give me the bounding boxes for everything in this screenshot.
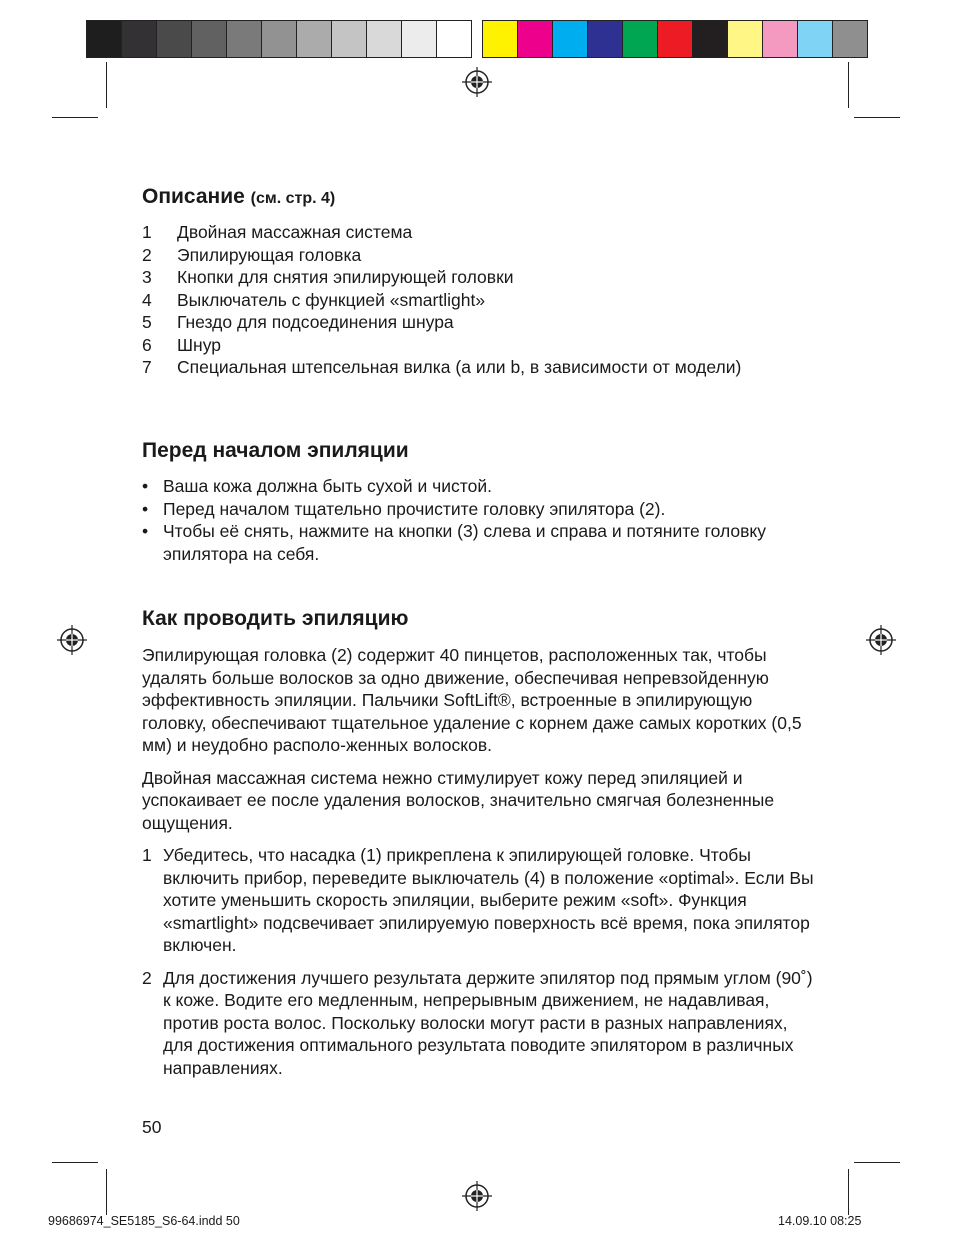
color-swatch xyxy=(366,20,402,58)
list-item: • Перед началом тщательно прочистите головку эпилятора (2). xyxy=(142,498,666,519)
crop-mark xyxy=(52,117,98,118)
registration-mark-icon xyxy=(866,625,896,655)
color-swatch xyxy=(401,20,437,58)
paragraph: Двойная массажная система нежно стимулирует кожу перед эпиляцией и успокаивает ее после удаления волосков, значительно смягчая болезненные ощущения. xyxy=(142,767,775,833)
color-swatch xyxy=(622,20,658,58)
slug-filename: 99686974_SE5185_S6-64.indd 50 xyxy=(48,1214,240,1228)
crop-mark xyxy=(854,117,900,118)
color-swatch xyxy=(797,20,833,58)
crop-mark xyxy=(848,62,849,108)
color-swatch xyxy=(226,20,262,58)
color-swatch xyxy=(517,20,553,58)
list-item: • Чтобы её снять, нажмите на кнопки (3) слева и справа и потяните головку эпилятора на себя. xyxy=(142,521,767,564)
color-swatch xyxy=(261,20,297,58)
color-swatch xyxy=(762,20,798,58)
page-reference: (см. стр. 4) xyxy=(250,190,336,207)
bullet-list xyxy=(142,475,822,565)
color-swatch xyxy=(587,20,623,58)
list-item: 1 Убедитесь, что насадка (1) прикреплена к эпилирующей головке. Чтобы включить прибор, переведите выключатель (4) в положение «optimal». Если Вы хотите уменьшить скорость эпиляции, выберите режим «soft». Функция «smartlight» подсвечивает эпилируемую поверхность всё время, пока эпилятор включен. xyxy=(142,845,814,955)
color-swatch xyxy=(296,20,332,58)
list-item: 2 Эпилирующая головка xyxy=(142,244,362,265)
section-how-to-epilate xyxy=(142,606,814,1079)
crop-mark xyxy=(854,1162,900,1163)
list-item: 1 Двойная массажная система xyxy=(142,222,413,242)
section-before-epilation xyxy=(142,438,822,565)
grayscale-color-bar xyxy=(86,20,471,58)
color-swatch xyxy=(191,20,227,58)
color-swatch xyxy=(657,20,693,58)
section-description xyxy=(142,184,822,379)
slug-timestamp: 14.09.10 08:25 xyxy=(778,1214,862,1228)
registration-mark-icon xyxy=(462,1181,492,1211)
list-item: • Ваша кожа должна быть сухой и чистой. xyxy=(142,476,492,496)
crop-mark xyxy=(52,1162,98,1163)
page-number: 50 xyxy=(142,1117,162,1137)
paragraph: Эпилирующая головка (2) содержит 40 пинцетов, расположенных так, чтобы удалять больше волосков за одно движение, обеспечивая непревзойденную эффективность эпиляции. Пальчики SoftLift®, встроенные в эпилирующую головку, обеспечивают тщательное удаление с корнем даже самых коротких (0,5 мм) и неудобно располо-женных волосков. xyxy=(142,645,802,755)
color-swatch xyxy=(86,20,122,58)
crop-mark xyxy=(106,62,107,108)
color-swatch xyxy=(331,20,367,58)
color-swatch xyxy=(121,20,157,58)
list-item: 3 Кнопки для снятия эпилирующей головки xyxy=(142,267,514,287)
color-swatch xyxy=(436,20,472,58)
color-swatch xyxy=(156,20,192,58)
list-item: 7 Специальная штепсельная вилка (a или b, в зависимости от модели) xyxy=(142,357,742,377)
section-title: Описание (см. стр. 4) xyxy=(142,185,336,208)
color-swatch xyxy=(727,20,763,58)
list-item: 4 Выключатель с функцией «smartlight» xyxy=(142,289,486,310)
crop-mark xyxy=(106,1169,107,1215)
color-swatch xyxy=(832,20,868,58)
color-swatch xyxy=(552,20,588,58)
section-title: Как проводить эпиляцию xyxy=(142,607,409,630)
color-swatch xyxy=(482,20,518,58)
list-item: 6 Шнур xyxy=(142,334,221,355)
registration-mark-icon xyxy=(57,625,87,655)
color-swatch xyxy=(692,20,728,58)
process-color-bar xyxy=(482,20,867,58)
parts-list xyxy=(142,221,822,379)
section-title: Перед началом эпиляции xyxy=(142,439,409,462)
crop-mark xyxy=(848,1169,849,1215)
registration-mark-icon xyxy=(462,67,492,97)
list-item: 2 Для достижения лучшего результата держите эпилятор под прямым углом (90˚) к коже. Водите его медленным, непрерывным движением, не надавливая, против роста волос. Поскольку волоски могут расти в разных направлениях, для достижения оптимального результата поводите эпилятором в различных направлениях. xyxy=(142,967,813,1078)
list-item: 5 Гнездо для подсоединения шнура xyxy=(142,312,454,332)
steps-list xyxy=(142,844,814,1079)
